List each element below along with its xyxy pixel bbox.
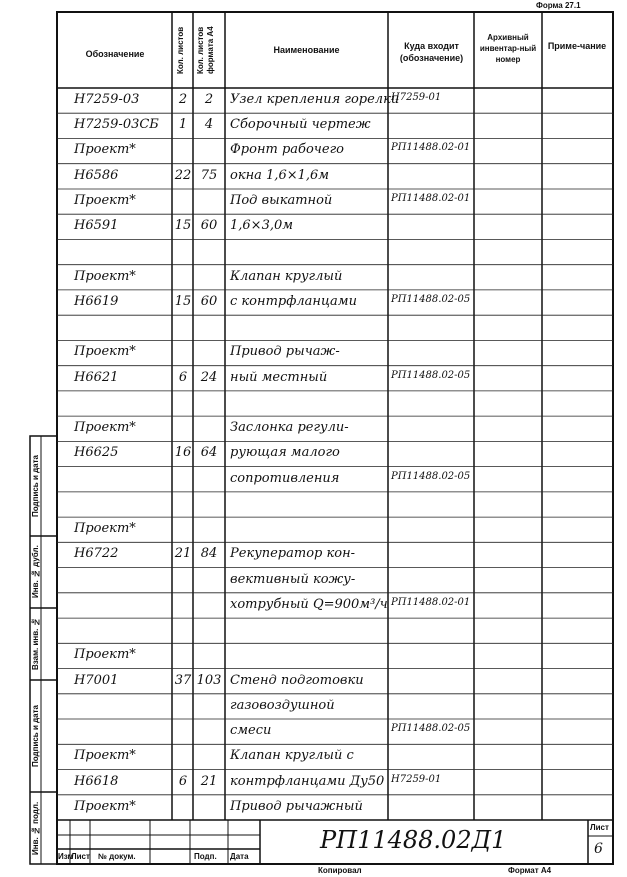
- cell-sheets: 15: [174, 293, 192, 309]
- cell-a4: 60: [200, 293, 218, 309]
- cell-designation: Н6722: [74, 546, 119, 562]
- cell-designation: Проект*: [74, 142, 136, 158]
- cell-designation: Н7259-03: [74, 92, 140, 107]
- cell-a4: 103: [196, 672, 222, 688]
- cell-where-used: РП11488.02-05: [391, 369, 471, 381]
- cell-name: окна 1,6×1,6м: [230, 167, 330, 183]
- cell-designation: Проект*: [74, 420, 136, 436]
- cell-a4: 24: [200, 369, 218, 385]
- cell-designation: Проект*: [74, 798, 136, 814]
- cell-where-used: РП11488.02-01: [391, 596, 471, 608]
- cell-where-used: РП11488.02-05: [391, 723, 471, 735]
- cell-name: вективный кожу-: [230, 571, 356, 587]
- cell-designation: Н6621: [74, 369, 119, 385]
- cell-name: Сборочный чертеж: [230, 117, 371, 133]
- cell-designation: Н6591: [74, 218, 119, 234]
- cell-name: Клапан круглый с: [230, 748, 354, 764]
- cell-designation: Н6625: [74, 445, 119, 461]
- cell-sheets: 15: [174, 218, 192, 234]
- cell-designation: Н7259-03СБ: [74, 117, 159, 133]
- tb-doc-no: № докум.: [98, 852, 136, 861]
- header-note: Приме-чание: [547, 41, 607, 51]
- cell-a4: 4: [204, 117, 214, 133]
- cell-where-used: РП11488.02-01: [391, 192, 471, 204]
- cell-designation: Н7001: [74, 672, 119, 688]
- tb-sheet-no: 6: [594, 841, 603, 857]
- cell-where-used: РП11488.02-05: [391, 470, 471, 482]
- cell-where-used: РП11488.02-05: [391, 293, 471, 305]
- tb-date: Дата: [230, 852, 249, 861]
- cell-name: 1,6×3,0м: [230, 218, 294, 234]
- tb-izm: Изм: [58, 852, 74, 861]
- cell-designation: Проект*: [74, 344, 136, 360]
- cell-sheets: 1: [178, 117, 188, 133]
- header-where-used: Куда входит (обозначение): [399, 41, 464, 63]
- cell-name: ный местный: [230, 369, 328, 385]
- cell-designation: Н6586: [74, 167, 119, 183]
- cell-name: Фронт рабочего: [230, 142, 344, 158]
- cell-a4: 75: [200, 167, 218, 183]
- header-designation: Обозначение: [85, 49, 145, 59]
- cell-designation: Н6618: [74, 773, 119, 789]
- cell-a4: 64: [200, 445, 218, 461]
- cell-a4: 60: [200, 218, 218, 234]
- cell-sheets: 21: [174, 546, 192, 562]
- cell-sheets: 37: [174, 672, 192, 688]
- cell-designation: Проект*: [74, 268, 136, 284]
- cell-name: хотрубный Q=900м³/ч: [230, 596, 388, 612]
- cell-name: смеси: [230, 723, 272, 739]
- cell-designation: Проект*: [74, 647, 136, 663]
- cell-name: Привод рычажный: [230, 798, 363, 814]
- cell-name: с контрфланцами: [230, 293, 357, 309]
- form-label: Форма 27.1: [536, 1, 581, 10]
- side-sign-date-2: Подпись и дата: [31, 705, 40, 767]
- tb-podp: Подп.: [194, 852, 217, 861]
- cell-name: Рекуператор кон-: [230, 546, 356, 562]
- tb-designation: РП11488.02Д1: [320, 826, 507, 854]
- cell-name: Привод рычаж-: [230, 344, 340, 360]
- cell-a4: 21: [200, 773, 218, 789]
- cell-designation: Проект*: [74, 521, 136, 537]
- side-dup-inv: Инв. № дубл.: [31, 545, 40, 599]
- side-orig-inv: Инв. № подл.: [31, 801, 40, 855]
- cell-sheets: 22: [174, 167, 192, 183]
- side-sign-date-1: Подпись и дата: [31, 455, 40, 517]
- cell-name: рующая малого: [230, 445, 340, 461]
- cell-sheets: 6: [178, 773, 188, 789]
- cell-designation: Проект*: [74, 192, 136, 208]
- cell-name: Стенд подготовки: [230, 672, 364, 688]
- cell-where-used: РП11488.02-01: [391, 142, 471, 154]
- cell-name: Заслонка регули-: [230, 420, 349, 436]
- footer-copied: Копировал: [318, 866, 362, 875]
- cell-designation: Проект*: [74, 748, 136, 764]
- header-archive-no: Архивный инвентар-ный номер: [479, 33, 537, 64]
- header-a4-count: Кол. листов формата А4: [196, 26, 215, 74]
- header-name: Наименование: [273, 45, 340, 55]
- tb-list: Лист: [71, 852, 90, 861]
- cell-sheets: 2: [178, 92, 188, 107]
- cell-where-used: Н7259-01: [391, 92, 442, 103]
- cell-a4: 2: [204, 92, 214, 107]
- cell-name: контрфланцами Ду50: [230, 773, 385, 789]
- cell-name: Клапан круглый: [230, 268, 343, 284]
- cell-name: сопротивления: [230, 470, 340, 486]
- cell-designation: Н6619: [74, 293, 119, 309]
- cell-name: Узел крепления горелки: [230, 92, 400, 107]
- side-vzam-inv: Взам. инв. №: [31, 617, 40, 671]
- cell-name: Под выкатной: [230, 192, 333, 208]
- header-sheets-count: Кол. листов: [176, 26, 185, 74]
- footer-format: Формат А4: [508, 866, 552, 875]
- cell-a4: 84: [200, 546, 218, 562]
- cell-where-used: Н7259-01: [391, 773, 442, 785]
- cell-sheets: 16: [174, 445, 192, 461]
- tb-sheet-label: Лист: [590, 823, 609, 832]
- cell-sheets: 6: [178, 369, 188, 385]
- cell-name: газовоздушной: [230, 697, 335, 713]
